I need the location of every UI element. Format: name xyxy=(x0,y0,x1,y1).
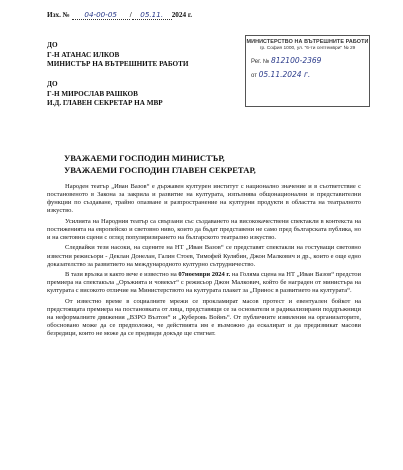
recipient-name: Г-Н МИРОСЛАВ РАШКОВ xyxy=(47,89,138,98)
paragraph-4-end: на Голяма сцена на НТ „Иван Вазов“ предстои премиера на спектакъла „Оръжията и човекът“ с режисьор Джон Малкович, който бе награден от министъра на културата с високото отличие на Министерството на културата плакет за „Принос в развитието на културата“. xyxy=(47,271,361,295)
letter-body xyxy=(47,183,361,341)
stamp-date-label: от xyxy=(251,73,257,79)
outgoing-number-field xyxy=(72,10,130,20)
salutation-line-2: УВАЖАЕМИ ГОСПОДИН ГЛАВЕН СЕКРЕТАР, xyxy=(64,165,256,175)
stamp-reg-label: Рег. № xyxy=(251,59,270,65)
outgoing-label: Изх. № xyxy=(47,11,70,19)
recipient-minister xyxy=(47,41,189,70)
outgoing-number: 04-00-05 xyxy=(84,10,117,19)
stamp-date-value: 05.11.2024 г. xyxy=(258,70,311,79)
date-handwritten: 05.11. xyxy=(140,10,164,19)
stamp-address: гр. София 1000, ул. "6-ти септември" № 29 xyxy=(259,46,356,51)
stamp-reg-number: 812100-2369 xyxy=(270,56,322,65)
paragraph-2: Усилията на Народния театър са свързани със създаването на висококачествени спектакли в контекста на постиженията на европейско и световно ниво, които да бъдат представени не само пред българската публика, но и на световни сцени с оглед популяризирането на българското театрално изкуство. xyxy=(47,217,361,242)
paragraph-4 xyxy=(47,271,361,295)
premiere-date: 07ноември 2024 г. xyxy=(178,271,231,279)
paragraph-4-start: В тази връзка и както вече е известно на xyxy=(65,271,179,279)
salutation-line-1: УВАЖАЕМИ ГОСПОДИН МИНИСТЪР, xyxy=(64,153,225,163)
date-field xyxy=(129,10,172,20)
date-prefix: / xyxy=(129,11,132,19)
outgoing-number-line xyxy=(47,10,192,20)
stamp-ministry-name: МИНИСТЕРСТВО НА ВЪТРЕШНИТЕ РАБОТИ xyxy=(246,39,369,45)
recipient-to: ДО xyxy=(47,41,58,49)
paragraph-5: От известно време в социалните мрежи се прокламират масов протест и евентуален бойкот на предстоящата премиера на постановката от лица, представящи се за основатели и радикализирани поддръжници на неформалните движения „ВЗРО Възтон“ и „Куберовь Войнъ“. От публичните изявления на организаторите, обосновано може да се предположи, че действията им е възможно да ескалират и да предизвикат масови безредици, които не може да се предвиди докъде ще стигнат. xyxy=(47,297,361,338)
recipient-secretary xyxy=(47,80,163,109)
recipient-name: Г-Н АТАНАС ИЛКОВ xyxy=(47,50,120,59)
paragraph-1: Народен театър „Иван Вазов“ е държавен културен институт с национално значение и в съответствие с постановеното в Закона за закрила и развитие на културата, изпълнява общонационални и представителни функции по създаване, трайно опазване и разпространение на културни продукти в областта на театралното изкуство. xyxy=(47,183,361,215)
recipient-to: ДО xyxy=(47,80,58,88)
recipient-position: МИНИСТЪР НА ВЪТРЕШНИТЕ РАБОТИ xyxy=(47,60,189,69)
paragraph-3: Следвайки тези насоки, на сцените на НТ „Иван Вазов“ се представят спектакли на гостуващи световно известни режисьори - Деклан Донелан, Галин Стоев, Тимофей Кулябин, Джон Малкович и др., които е още едно доказателство за развитието на международното културно сътрудничество. xyxy=(47,244,361,268)
date-suffix: 2024 г. xyxy=(171,11,193,19)
stamp-reg-row xyxy=(251,56,369,65)
registration-stamp xyxy=(245,35,370,107)
salutation xyxy=(64,152,256,176)
stamp-date-row xyxy=(251,70,369,79)
recipient-position: И.Д. ГЛАВЕН СЕКРЕТАР НА МВР xyxy=(47,99,163,108)
